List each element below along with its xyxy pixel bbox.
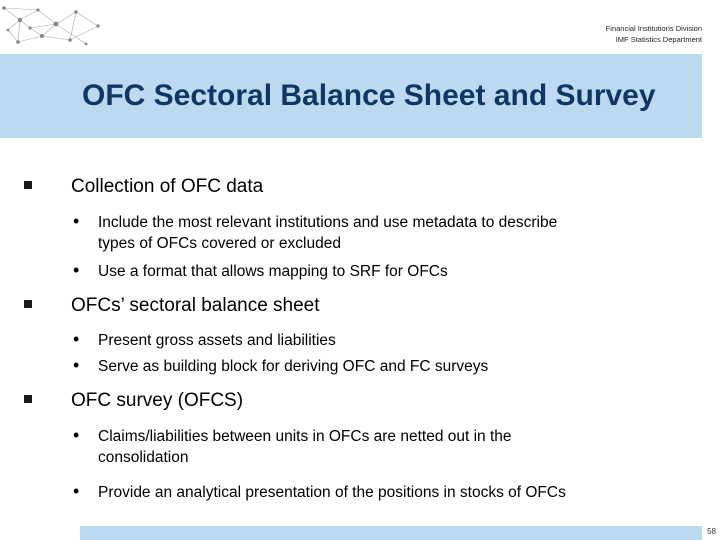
- bullet-item: [73, 355, 489, 377]
- bullet-text-line: Serve as building block for deriving OFC and FC surveys: [98, 358, 489, 375]
- bullet-item: [73, 329, 336, 351]
- footer-bar: [80, 526, 702, 540]
- bullet-text-line: Provide an analytical presentation of the positions in stocks of OFCs: [98, 484, 566, 501]
- section-heading-text: OFCs’ sectoral balance sheet: [71, 295, 320, 316]
- department-name: IMF Statistics Department: [615, 35, 702, 44]
- square-bullet-icon: [24, 395, 32, 403]
- section-heading: [71, 175, 263, 198]
- square-bullet-icon: [24, 181, 32, 189]
- bullet-item: [73, 211, 558, 254]
- division-name: Financial Institutions Division: [605, 24, 702, 33]
- bullet-text-line: types of OFCs covered or excluded: [98, 235, 341, 252]
- section-heading: [71, 294, 320, 317]
- bullet-text-line: Present gross assets and liabilities: [98, 332, 336, 349]
- dot-bullet-icon: •: [73, 425, 80, 445]
- slide-title: OFC Sectoral Balance Sheet and Survey: [82, 79, 656, 112]
- dot-bullet-icon: •: [73, 211, 80, 231]
- section-heading-text: Collection of OFC data: [71, 176, 264, 197]
- square-bullet-icon: [24, 300, 32, 308]
- bullet-text-line: Include the most relevant institutions and use metadata to describe: [98, 214, 558, 231]
- section-heading: [71, 389, 243, 412]
- bullet-item: [73, 481, 566, 503]
- bullet-text-line: consolidation: [98, 449, 189, 466]
- page-number: 58: [707, 527, 716, 536]
- section-heading-text: OFC survey (OFCS): [71, 390, 244, 411]
- bullet-text-line: Claims/liabilities between units in OFCs are netted out in the: [98, 428, 512, 445]
- bullet-text-line: Use a format that allows mapping to SRF for OFCs: [98, 263, 448, 280]
- bullet-item: [73, 260, 448, 282]
- dot-bullet-icon: •: [73, 355, 80, 375]
- dot-bullet-icon: •: [73, 481, 80, 501]
- dot-bullet-icon: •: [73, 260, 80, 280]
- bullet-item: [73, 425, 512, 468]
- dot-bullet-icon: •: [73, 329, 80, 349]
